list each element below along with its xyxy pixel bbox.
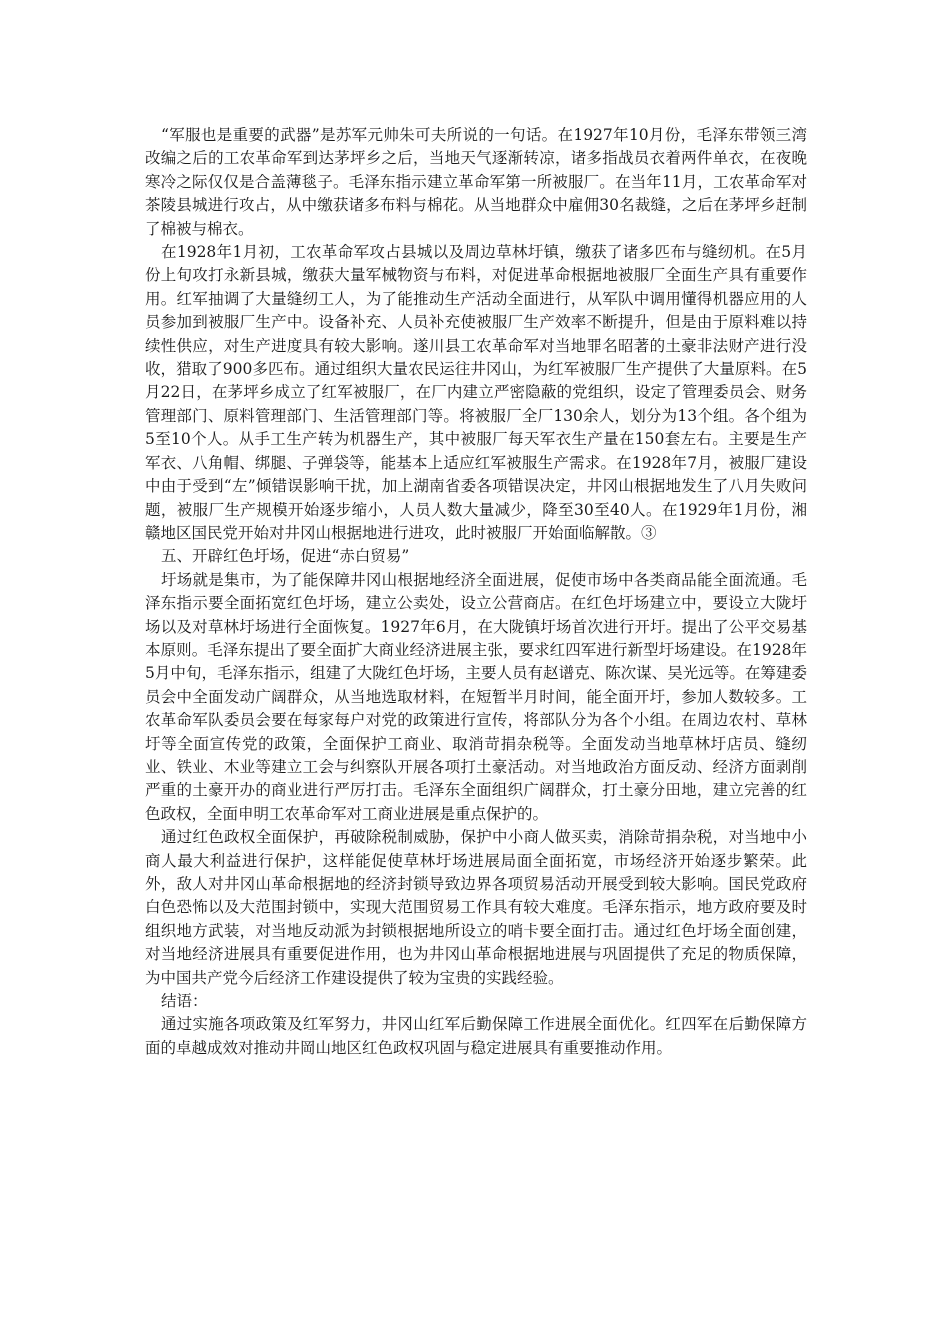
paragraph-red-regime-protection: 通过红色政权全面保护，再破除税制威胁，保护中小商人做买卖，消除苛捐杂税，对当地中小商人最大利益进行保护，这样能促使草林圩场进展局面全面拓宽，市场经济开始逐步繁荣。此外，敌人对井冈山革命根据地的经济封锁导致边界各项贸易活动开展受到较大影响。国民党政府白色恐怖以及大范围封锁中，实现大范围贸易工作具有较大难度。毛泽东指示，地方政府要及时组织地方武装，对当地反动派为封锁根据地所设立的哨卡要全面打击。通过红色圩场全面创建，对当地经济进展具有重要促进作用，也为井冈山革命根据地进展与巩固提供了充足的物质保障，为中国共产党今后经济工作建设提供了较为宝贵的实践经验。 — [145, 828, 807, 987]
paragraph-red-market: 圩场就是集市，为了能保障井冈山根据地经济全面进展，促使市场中各类商品能全面流通。毛泽东指示要全面拓宽红色圩场，建立公卖处，设立公营商店。在红色圩场建立中，要设立大陇圩场以及对草林圩场进行全面恢复。1927年6月，在大陇镇圩场首次进行开圩。提出了公平交易基本原则。毛泽东提出了要全面扩大商业经济进展主张，要求红四军进行新型圩场建设。在1928年5月中旬，毛泽东指示，组建了大陇红色圩场，主要人员有赵谱克、陈次谋、吴光远等。在筹建委员会中全面发动广阔群众，从当地选取材料，在短暂半月时间，能全面开圩，参加人数较多。工农革命军队委员会要在每家每户对党的政策进行宣传，将部队分为各个小组。在周边农村、草林圩等全面宣传党的政策，全面保护工商业、取消苛捐杂税等。全面发动当地草林圩店员、缝纫业、铁业、木业等建立工会与纠察队开展各项打土豪活动。对当地政治方面反动、经济方面剥削严重的土豪开办的商业进行严厉打击。毛泽东全面组织广阔群众，打土豪分田地，建立完善的红色政权，全面申明工农革命军对工商业进展是重点保护的。 — [145, 570, 807, 823]
conclusion-heading: 结语： — [161, 992, 208, 1011]
paragraph-zhukov-quote: “军服也是重要的武器”是苏军元帅朱可夫所说的一句话。在1927年10月份，毛泽东带领三湾改编之后的工农革命军到达茅坪乡之后，当地天气逐渐转凉，诸多指战员衣着两件单衣，在夜晚寒冷之际仅仅是合盖薄毯子。毛泽东指示建立革命军第一所被服厂。在当年11月，工农革命军对茶陵县城进行攻占，从中缴获诸多布料与棉花。从当地群众中雇佣30名裁缝，之后在茅坪乡赶制了棉被与棉衣。 — [145, 126, 807, 238]
section-heading-red-market: 五、开辟红色圩场，促进“赤白贸易” — [161, 547, 410, 566]
document-body — [145, 124, 807, 1060]
paragraph-clothing-factory: 在1928年1月初，工农革命军攻占县城以及周边草林圩镇，缴获了诸多匹布与缝纫机。在5月份上旬攻打永新县城，缴获大量军械物资与布料，对促进革命根据地被服厂全面生产具有重要作用。红军抽调了大量缝纫工人，为了能推动生产活动全面进行，从军队中调用懂得机器应用的人员参加到被服厂生产中。设备补充、人员补充使被服厂生产效率不断提升，但是由于原料难以持续性供应，对生产进度具有较大影响。遂川县工农革命军对当地罪名昭著的土豪非法财产进行没收，猎取了900多匹布。通过组织大量农民运往井冈山，为红军被服厂生产提供了大量原料。在5月22日，在茅坪乡成立了红军被服厂，在厂内建立严密隐蔽的党组织，设定了管理委员会、财务管理部门、原料管理部门、生活管理部门等。将被服厂全厂130余人，划分为13个组。各个组为5至10个人。从手工生产转为机器生产，其中被服厂每天军衣生产量在150套左右。主要是生产军衣、八角帽、绑腿、子弹袋等，能基本上适应红军被服生产需求。在1928年7月，被服厂建设中由于受到“左”倾错误影响干扰，加上湖南省委各项错误决定，井冈山根据地发生了八月失败问题，被服厂生产规模开始逐步缩小，人员人数大量减少，降至30至40人。在1929年1月份，湘赣地区国民党开始对井冈山根据地进行进攻，此时被服厂开始面临解散。③ — [145, 243, 807, 542]
paragraph-conclusion: 通过实施各项政策及红军努力，井冈山红军后勤保障工作进展全面优化。红四军在后勤保障方面的卓越成效对推动井岡山地区红色政权巩固与稳定进展具有重要推动作用。 — [145, 1015, 807, 1057]
